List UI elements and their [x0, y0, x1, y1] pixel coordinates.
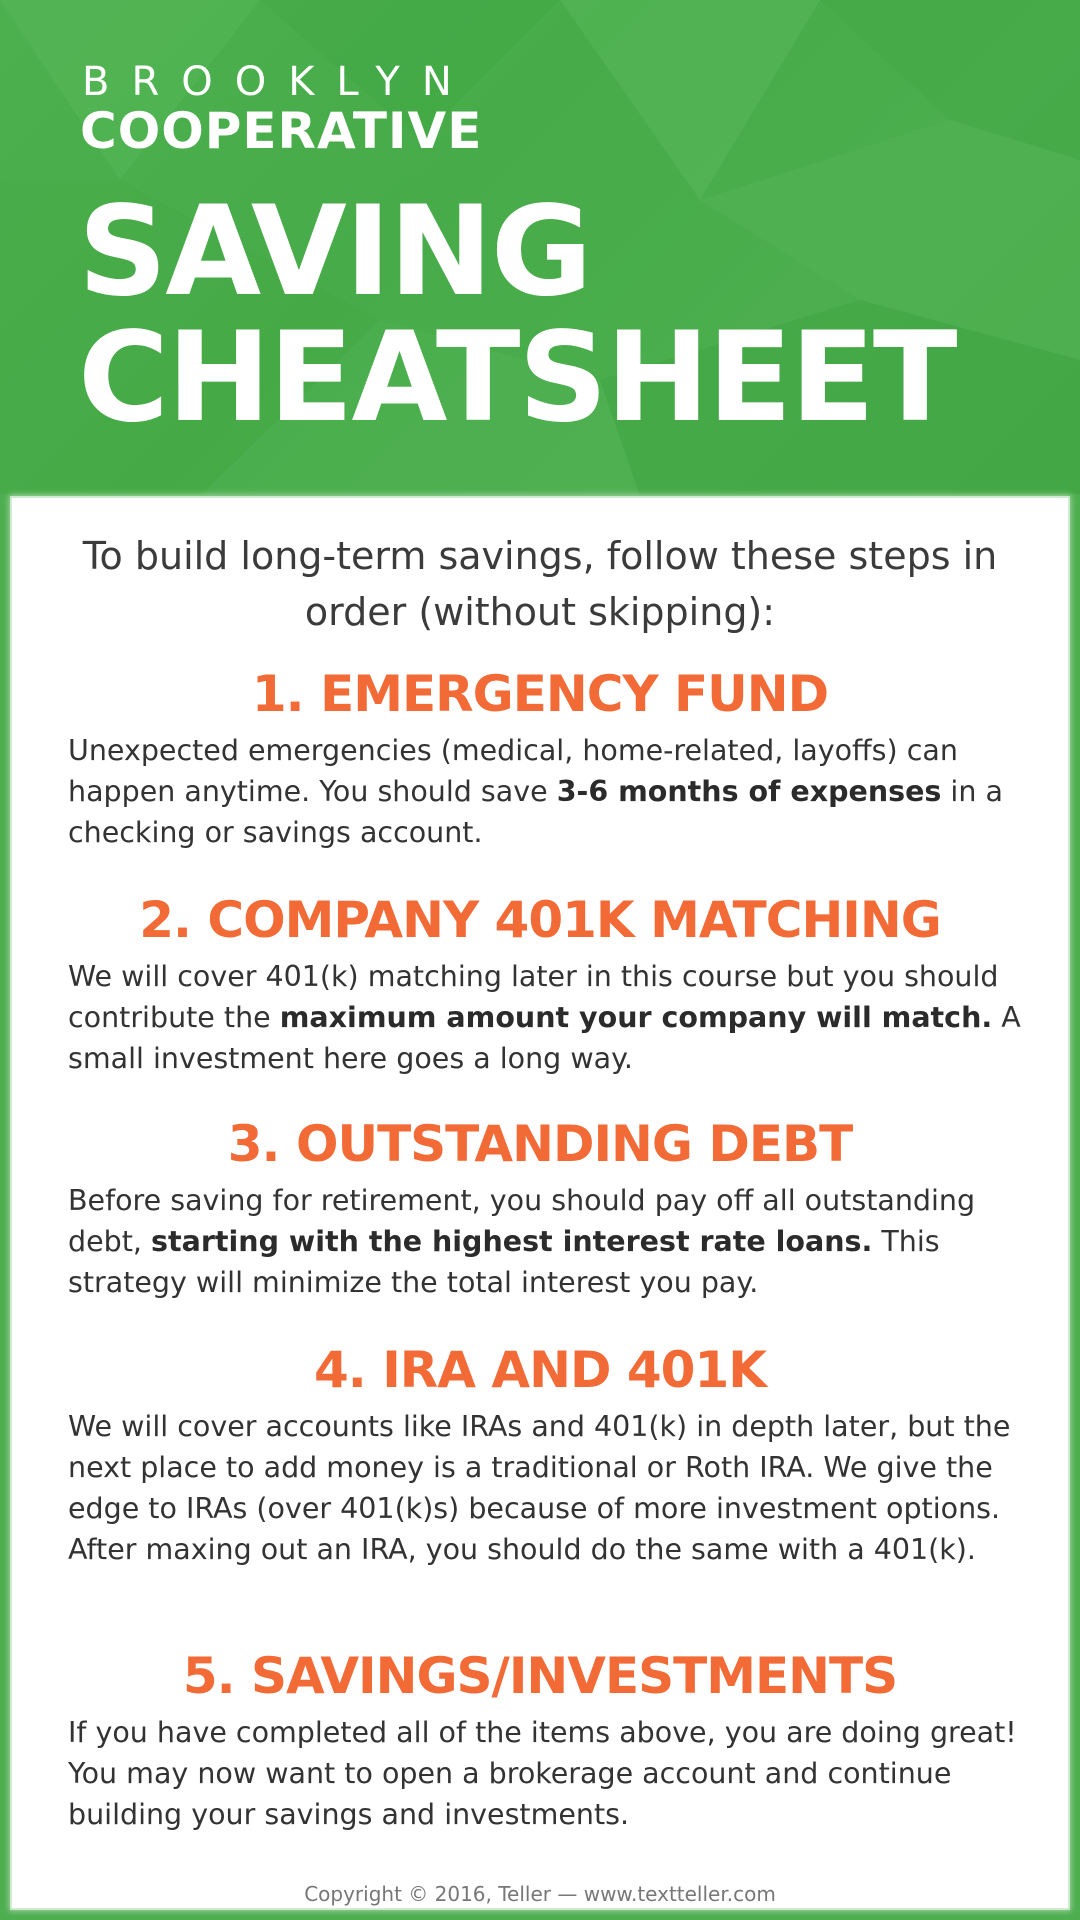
body-text: This strategy will minimize the total interest you pay.	[68, 1225, 940, 1299]
title-line-1: SAVING	[78, 180, 591, 324]
body-bold-text: maximum amount your company will match.	[279, 1001, 993, 1034]
section-body-outstanding-debt	[68, 1180, 1028, 1303]
brand-name-bottom: COOPERATIVE	[80, 102, 483, 160]
content-card	[12, 498, 1068, 1908]
copyright-footer: Copyright © 2016, Teller — www.textteller.com	[304, 1882, 776, 1906]
brand-name-top: BROOKLYN	[82, 59, 474, 105]
title-line-2: CHEATSHEET	[78, 306, 956, 450]
green-frame	[0, 494, 1080, 1920]
body-text: in a checking or savings account.	[68, 775, 1003, 849]
header-banner	[0, 0, 1080, 496]
body-text: Unexpected emergencies (medical, home-related, layoffs) can happen anytime. You should save	[68, 734, 958, 808]
section-body-401k-matching	[68, 956, 1028, 1079]
body-text: If you have completed all of the items above, you are doing great! You may now want to open a brokerage account and continue building your savings and investments.	[68, 1716, 1017, 1831]
section-title-ira-401k: 4. IRA AND 401K	[314, 1341, 766, 1399]
section-title-401k-matching: 2. COMPANY 401K MATCHING	[139, 891, 941, 949]
section-title-savings-investments: 5. SAVINGS/INVESTMENTS	[182, 1647, 898, 1705]
section-title-emergency-fund: 1. EMERGENCY FUND	[251, 665, 829, 723]
section-body-savings-investments	[68, 1712, 1028, 1835]
body-text: Before saving for retirement, you should pay off all outstanding debt,	[68, 1184, 976, 1258]
section-title-outstanding-debt: 3. OUTSTANDING DEBT	[227, 1115, 853, 1173]
section-body-ira-401k	[68, 1406, 1028, 1570]
body-text: We will cover accounts like IRAs and 401(k) in depth later, but the next place to add money is a traditional or Roth IRA. We give the edge to IRAs (over 401(k)s) because of more investment options. After maxing out an IRA, you should do the same with a 401(k).	[68, 1410, 1011, 1566]
body-text: We will cover 401(k) matching later in this course but you should contribute the	[68, 960, 999, 1034]
body-bold-text: starting with the highest interest rate loans.	[151, 1225, 873, 1258]
intro-text: To build long-term savings, follow these steps in order (without skipping):	[82, 534, 998, 634]
body-bold-text: 3-6 months of expenses	[556, 775, 942, 808]
body-text: A small investment here goes a long way.	[68, 1001, 1021, 1075]
page-title	[78, 180, 956, 450]
section-body-emergency-fund	[68, 730, 1028, 853]
